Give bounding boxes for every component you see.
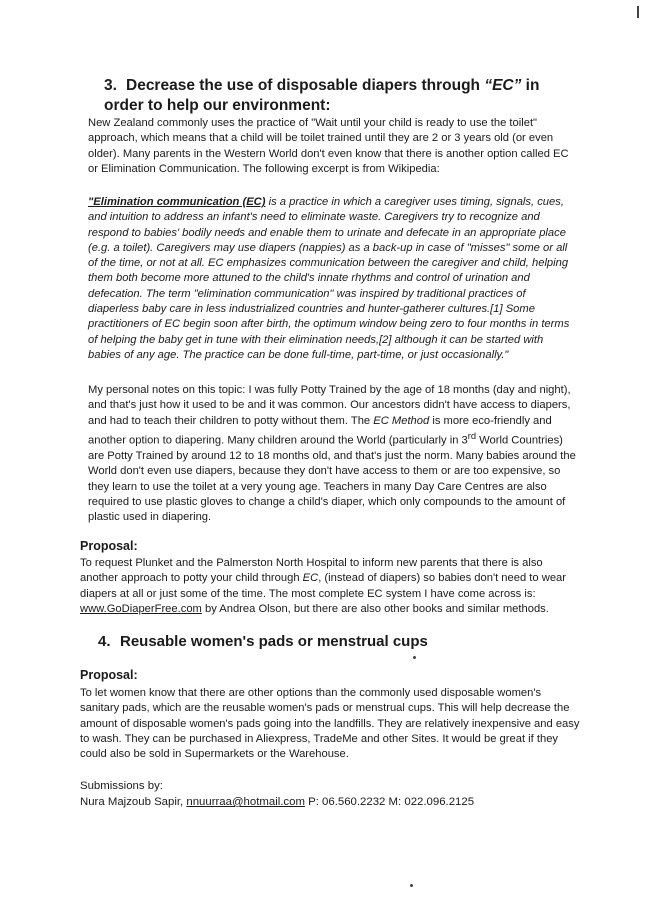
proposal-1-part1: To request Plunket and the Palmerston North Hospital to inform new parents that there is also another approach to potty your child through [80,557,543,585]
notes-superscript: rd [467,430,477,441]
proposal-2-label: Proposal: [80,668,138,682]
excerpt-body: is a practice in which a caregiver uses timing, signals, cues, and intuition to address an infant's need to eliminate waste. Caregivers try to recognize and respond to babies' bodily needs and enable them to urinate and defecate in an appropriate place (e.g. a toilet). Caregivers may use diapers (nappies) as a back-up in case of "misses" some or all of the time, or not at all. EC emphasizes communication between the caregiver and child, helping them both become more attuned to the child's innate rhythms and control of urination and defecation. The term "elimination communication" was inspired by traditional practices of diaperless baby care in less industrialized countries and hunter-gatherer cultures.[1] Some practitioners of EC begin soon after birth, the optimum window being zero to four months in terms of helping the baby get in tune with their elimination needs,[2] although it can be started with babies of any age. The practice can be done full-time, part-time, or just occasionally." [88,196,570,361]
proposal-1-part2: , (instead of diapers) so babies don't need to wear diapers at all or just some of the time. The most complete EC system I have come across is: [80,572,566,600]
ec-term: "Elimination communication (EC) [88,196,266,208]
scan-speck [413,656,416,659]
submitter-name: Nura Majzoub Sapir, [80,796,187,808]
notes-part1: My personal notes on this topic: I was fully Potty Trained by the age of 18 months (day and night), and that's just how it used to be and it was common. Our ancestors didn't have access to diapers, and had to teach their children to potty without them. The [88,384,571,427]
heading-text-after: in order to help our environment: [104,77,540,114]
godiaperfree-link[interactable]: www.GoDiaperFree.com [80,602,202,615]
proposal-1-ec: EC [302,572,319,585]
section-3-heading [104,76,574,116]
submissions-label: Submissions by: [80,780,163,792]
wikipedia-excerpt [88,195,576,363]
submitter-line [80,796,474,808]
ec-method-text: EC Method [373,414,430,427]
section-number: 4. [98,633,111,650]
intro-paragraph: New Zealand commonly uses the practice of "Wait until your child is ready to use the toilet" approach, which means that a child will be toilet trained until they are 2 or 3 years old (or even older). Many parents in the Western World don't even know that there is another option called EC or Elimination Communication. The following excerpt is from Wikipedia: [88,117,569,175]
heading-text-before: Decrease the use of disposable diapers through [126,77,485,94]
notes-part2: is more eco-friendly and another option to diapering. Many children around the World (particularly in 3 [88,414,552,447]
email-link[interactable]: nnuurraa@hotmail.com [186,796,305,808]
personal-notes-paragraph [88,383,576,525]
section-4-title: Reusable women's pads or menstrual cups [120,633,428,650]
proposal-2-paragraph: To let women know that there are other options than the commonly used disposable women's sanitary pads, which are the reusable women's pads or menstrual cups. This will help decrease the amount of disposable women's pads going into the landfills. They are relatively inexpensive and easy to wash. They can be purchased in Aliexpress, TradeMe and other Sites. It would be great if they could also be sold in Supermarkets or the Warehouse. [80,687,580,761]
section-number: 3. [104,77,117,94]
phone-numbers: P: 06.560.2232 M: 022.096.2125 [304,796,475,808]
heading-ec: “EC” [484,77,522,94]
section-4-heading [98,633,428,650]
scan-speck [637,6,639,18]
scan-speck [410,884,413,887]
notes-part3: World Countries) are Potty Trained by around 12 to 18 months old, and that's just the norm. Many babies around the World don't even use diapers, because they don't have access to them or are too expensive, so they learn to use the toilet at a very young age. Teachers in many Day Care Centres are also required to use plastic gloves to change a child's diaper, which only compounds to the amount of plastic used in diapering. [88,434,576,524]
proposal-1-part3: by Andrea Olson, but there are also other books and similar methods. [201,602,549,615]
proposal-1-label: Proposal: [80,539,138,553]
proposal-1-paragraph [80,556,576,617]
